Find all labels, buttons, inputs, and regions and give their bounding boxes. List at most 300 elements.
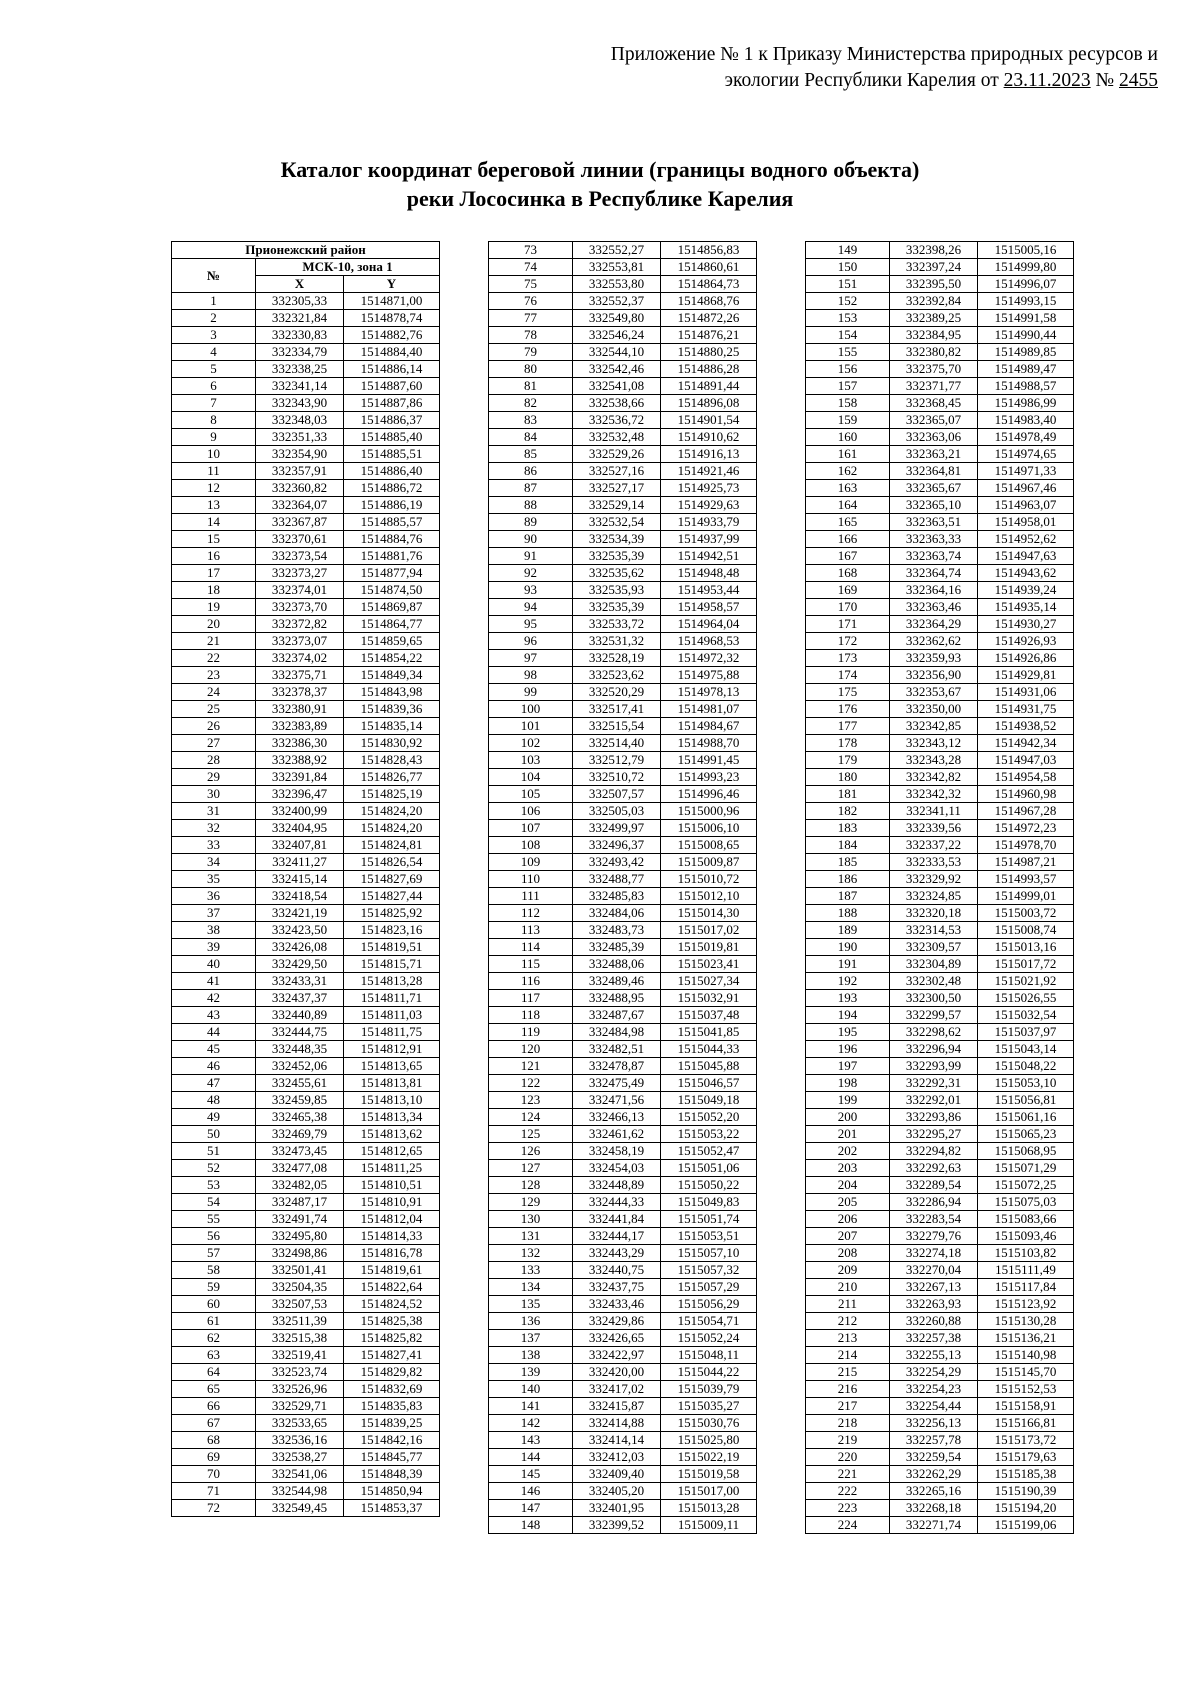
x-cell: 332499,97 [573,820,661,837]
x-cell: 332342,32 [890,786,978,803]
x-cell: 332384,95 [890,327,978,344]
x-cell: 332418,54 [256,888,344,905]
y-cell: 1515032,54 [978,1007,1074,1024]
table-row [489,1143,757,1160]
y-cell: 1515021,92 [978,973,1074,990]
point-number-cell: 199 [806,1092,890,1109]
table-row [172,939,440,956]
table-row [806,310,1074,327]
point-number-cell: 139 [489,1364,573,1381]
y-cell: 1515190,39 [978,1483,1074,1500]
y-cell: 1515046,57 [661,1075,757,1092]
x-cell: 332504,35 [256,1279,344,1296]
x-cell: 332256,13 [890,1415,978,1432]
y-cell: 1515052,47 [661,1143,757,1160]
table-row [172,293,440,310]
y-cell: 1514810,91 [344,1194,440,1211]
point-number-cell: 91 [489,548,573,565]
x-cell: 332535,93 [573,582,661,599]
y-cell: 1515051,06 [661,1160,757,1177]
table-row [172,854,440,871]
table-row [806,1024,1074,1041]
point-number-cell: 93 [489,582,573,599]
x-cell: 332541,08 [573,378,661,395]
x-cell: 332365,07 [890,412,978,429]
y-cell: 1515017,00 [661,1483,757,1500]
point-number-cell: 121 [489,1058,573,1075]
y-cell: 1514953,44 [661,582,757,599]
y-cell: 1514958,57 [661,599,757,616]
point-number-cell: 185 [806,854,890,871]
point-number-cell: 126 [489,1143,573,1160]
y-cell: 1514825,19 [344,786,440,803]
table-row [489,1347,757,1364]
point-number-cell: 73 [489,242,573,259]
point-number-cell: 94 [489,599,573,616]
table-row [489,837,757,854]
x-cell: 332299,57 [890,1007,978,1024]
table-row [489,531,757,548]
point-number-cell: 86 [489,463,573,480]
table-row [806,973,1074,990]
y-cell: 1514967,28 [978,803,1074,820]
x-cell: 332300,50 [890,990,978,1007]
y-cell: 1515044,33 [661,1041,757,1058]
x-cell: 332283,54 [890,1211,978,1228]
x-cell: 332363,74 [890,548,978,565]
x-cell: 332466,13 [573,1109,661,1126]
y-cell: 1514886,28 [661,361,757,378]
x-cell: 332409,40 [573,1466,661,1483]
point-number-cell: 127 [489,1160,573,1177]
y-cell: 1514991,45 [661,752,757,769]
table-row [489,514,757,531]
point-number-cell: 109 [489,854,573,871]
table-row [489,1330,757,1347]
y-cell: 1514819,61 [344,1262,440,1279]
table-row [806,395,1074,412]
point-number-cell: 189 [806,922,890,939]
x-cell: 332514,40 [573,735,661,752]
x-cell: 332397,24 [890,259,978,276]
table-row [806,803,1074,820]
y-cell: 1514896,08 [661,395,757,412]
point-number-cell: 61 [172,1313,256,1330]
point-number-cell: 128 [489,1177,573,1194]
table-row [489,463,757,480]
table-row [489,1109,757,1126]
point-number-cell: 165 [806,514,890,531]
point-number-cell: 161 [806,446,890,463]
y-cell: 1514826,77 [344,769,440,786]
x-cell: 332538,27 [256,1449,344,1466]
order-date: 23.11.2023 [1003,70,1091,91]
x-cell: 332289,54 [890,1177,978,1194]
y-cell: 1515022,19 [661,1449,757,1466]
y-cell: 1515023,41 [661,956,757,973]
y-cell: 1515158,91 [978,1398,1074,1415]
x-cell: 332260,88 [890,1313,978,1330]
point-number-cell: 38 [172,922,256,939]
x-cell: 332373,27 [256,565,344,582]
x-cell: 332484,06 [573,905,661,922]
title-line-1: Каталог координат береговой линии (границы водного объекта) [280,157,920,182]
point-number-cell: 159 [806,412,890,429]
x-cell: 332295,27 [890,1126,978,1143]
y-cell: 1514813,65 [344,1058,440,1075]
table-row [489,752,757,769]
y-cell: 1514886,40 [344,463,440,480]
y-cell: 1515026,55 [978,990,1074,1007]
table-row [172,1075,440,1092]
table-row [806,276,1074,293]
point-number-cell: 182 [806,803,890,820]
x-cell: 332528,19 [573,650,661,667]
x-cell: 332529,71 [256,1398,344,1415]
x-cell: 332549,45 [256,1500,344,1517]
point-number-cell: 32 [172,820,256,837]
x-cell: 332448,89 [573,1177,661,1194]
x-cell: 332484,98 [573,1024,661,1041]
point-number-cell: 138 [489,1347,573,1364]
point-number-cell: 142 [489,1415,573,1432]
y-cell: 1514996,07 [978,276,1074,293]
y-cell: 1514983,40 [978,412,1074,429]
header-line-2 [398,68,1158,94]
x-cell: 332373,07 [256,633,344,650]
point-number-cell: 100 [489,701,573,718]
order-number: 2455 [1119,70,1158,91]
point-number-cell: 96 [489,633,573,650]
point-number-cell: 4 [172,344,256,361]
table-row [172,378,440,395]
table-row [172,361,440,378]
y-cell: 1514811,71 [344,990,440,1007]
point-number-cell: 23 [172,667,256,684]
x-cell: 332429,50 [256,956,344,973]
x-cell: 332401,95 [573,1500,661,1517]
table-row [172,1177,440,1194]
x-cell: 332259,54 [890,1449,978,1466]
point-number-cell: 51 [172,1143,256,1160]
y-cell: 1514901,54 [661,412,757,429]
point-number-cell: 85 [489,446,573,463]
y-cell: 1514967,46 [978,480,1074,497]
y-cell: 1514813,34 [344,1109,440,1126]
y-cell: 1514926,86 [978,650,1074,667]
table-row [806,956,1074,973]
y-cell: 1514999,80 [978,259,1074,276]
table-row [172,548,440,565]
y-cell: 1514845,77 [344,1449,440,1466]
x-cell: 332365,67 [890,480,978,497]
table-row [806,446,1074,463]
table-row [489,990,757,1007]
point-number-cell: 129 [489,1194,573,1211]
table-row [489,1279,757,1296]
point-number-cell: 176 [806,701,890,718]
point-number-cell: 190 [806,939,890,956]
point-number-cell: 163 [806,480,890,497]
point-number-cell: 184 [806,837,890,854]
point-number-cell: 211 [806,1296,890,1313]
point-number-cell: 16 [172,548,256,565]
table-row [806,922,1074,939]
x-cell: 332544,10 [573,344,661,361]
x-cell: 332485,83 [573,888,661,905]
y-cell: 1515009,87 [661,854,757,871]
y-cell: 1514978,13 [661,684,757,701]
point-number-cell: 219 [806,1432,890,1449]
x-cell: 332370,61 [256,531,344,548]
table-row [172,752,440,769]
y-cell: 1515009,11 [661,1517,757,1534]
x-cell: 332324,85 [890,888,978,905]
x-cell: 332255,13 [890,1347,978,1364]
x-cell: 332496,37 [573,837,661,854]
y-cell: 1515006,10 [661,820,757,837]
x-cell: 332491,74 [256,1211,344,1228]
x-cell: 332254,29 [890,1364,978,1381]
table-row [806,616,1074,633]
x-cell: 332262,29 [890,1466,978,1483]
table-row [806,1160,1074,1177]
x-cell: 332415,87 [573,1398,661,1415]
y-cell: 1515037,48 [661,1007,757,1024]
table-row [489,1449,757,1466]
y-cell: 1514931,06 [978,684,1074,701]
x-cell: 332357,91 [256,463,344,480]
y-cell: 1515010,72 [661,871,757,888]
point-number-cell: 146 [489,1483,573,1500]
x-cell: 332338,25 [256,361,344,378]
y-cell: 1514816,78 [344,1245,440,1262]
table-row [489,1228,757,1245]
y-cell: 1515075,03 [978,1194,1074,1211]
table-row [806,1313,1074,1330]
y-cell: 1515123,92 [978,1296,1074,1313]
y-cell: 1514929,63 [661,497,757,514]
table-row [489,684,757,701]
y-cell: 1515152,53 [978,1381,1074,1398]
x-cell: 332337,22 [890,837,978,854]
table-row [489,871,757,888]
point-number-cell: 79 [489,344,573,361]
point-number-cell: 181 [806,786,890,803]
y-cell: 1514882,76 [344,327,440,344]
y-cell: 1514825,92 [344,905,440,922]
y-cell: 1514910,62 [661,429,757,446]
x-cell: 332407,81 [256,837,344,854]
point-number-cell: 178 [806,735,890,752]
y-cell: 1514958,01 [978,514,1074,531]
point-number-cell: 46 [172,1058,256,1075]
table-row [806,1415,1074,1432]
table-row [489,361,757,378]
x-cell: 332271,74 [890,1517,978,1534]
y-cell: 1514824,20 [344,803,440,820]
table-row [489,820,757,837]
x-cell: 332459,85 [256,1092,344,1109]
point-number-cell: 157 [806,378,890,395]
point-number-cell: 67 [172,1415,256,1432]
x-cell: 332426,65 [573,1330,661,1347]
x-cell: 332350,00 [890,701,978,718]
y-cell: 1515013,16 [978,939,1074,956]
point-number-cell: 152 [806,293,890,310]
table-row [172,1415,440,1432]
y-cell: 1514827,69 [344,871,440,888]
x-cell: 332330,83 [256,327,344,344]
table-row [489,565,757,582]
point-number-cell: 42 [172,990,256,1007]
table-row [489,1415,757,1432]
y-cell: 1514886,37 [344,412,440,429]
x-cell: 332433,31 [256,973,344,990]
point-number-cell: 87 [489,480,573,497]
y-cell: 1515012,10 [661,888,757,905]
x-cell: 332523,62 [573,667,661,684]
y-cell: 1514993,15 [978,293,1074,310]
x-cell: 332363,21 [890,446,978,463]
x-cell: 332475,49 [573,1075,661,1092]
table-row [172,446,440,463]
point-number-cell: 208 [806,1245,890,1262]
y-cell: 1515103,82 [978,1245,1074,1262]
x-cell: 332485,39 [573,939,661,956]
x-cell: 332411,27 [256,854,344,871]
y-cell: 1515053,10 [978,1075,1074,1092]
x-cell: 332519,41 [256,1347,344,1364]
x-cell: 332535,39 [573,599,661,616]
point-number-cell: 223 [806,1500,890,1517]
point-number-cell: 30 [172,786,256,803]
point-number-cell: 134 [489,1279,573,1296]
x-cell: 332454,03 [573,1160,661,1177]
table-row [489,1500,757,1517]
x-cell: 332279,76 [890,1228,978,1245]
x-cell: 332520,29 [573,684,661,701]
point-number-cell: 186 [806,871,890,888]
x-cell: 332440,75 [573,1262,661,1279]
y-cell: 1514960,98 [978,786,1074,803]
table-row [172,1041,440,1058]
table-row [806,378,1074,395]
y-cell: 1514868,76 [661,293,757,310]
x-cell: 332363,06 [890,429,978,446]
point-number-cell: 158 [806,395,890,412]
table-row [806,735,1074,752]
y-cell: 1515050,22 [661,1177,757,1194]
y-cell: 1514948,48 [661,565,757,582]
table-row [172,956,440,973]
y-cell: 1515025,80 [661,1432,757,1449]
y-cell: 1514850,94 [344,1483,440,1500]
x-cell: 332354,90 [256,446,344,463]
point-number-cell: 148 [489,1517,573,1534]
point-number-cell: 59 [172,1279,256,1296]
y-cell: 1514885,51 [344,446,440,463]
y-cell: 1515179,63 [978,1449,1074,1466]
y-cell: 1514830,92 [344,735,440,752]
x-cell: 332433,46 [573,1296,661,1313]
y-cell: 1514984,67 [661,718,757,735]
y-cell: 1515014,30 [661,905,757,922]
table-row [806,1466,1074,1483]
coordinates-table-1 [171,241,440,1517]
table-row [172,803,440,820]
point-number-cell: 53 [172,1177,256,1194]
point-number-cell: 97 [489,650,573,667]
y-cell: 1514843,98 [344,684,440,701]
table-row [172,1126,440,1143]
point-number-cell: 102 [489,735,573,752]
x-cell: 332471,56 [573,1092,661,1109]
x-cell: 332535,39 [573,548,661,565]
point-number-cell: 65 [172,1381,256,1398]
x-cell: 332488,06 [573,956,661,973]
y-cell: 1514822,64 [344,1279,440,1296]
x-cell: 332389,25 [890,310,978,327]
x-cell: 332415,14 [256,871,344,888]
point-number-cell: 98 [489,667,573,684]
point-number-cell: 3 [172,327,256,344]
coordinates-table-3 [805,241,1074,1534]
table-row [172,582,440,599]
point-number-cell: 140 [489,1381,573,1398]
x-cell: 332532,54 [573,514,661,531]
y-cell: 1515048,11 [661,1347,757,1364]
table-row [806,990,1074,1007]
point-number-cell: 132 [489,1245,573,1262]
point-number-cell: 200 [806,1109,890,1126]
y-cell: 1514812,04 [344,1211,440,1228]
table-row [172,633,440,650]
x-cell: 332341,11 [890,803,978,820]
point-number-cell: 76 [489,293,573,310]
y-cell: 1514842,16 [344,1432,440,1449]
table-row [172,888,440,905]
x-cell: 332395,50 [890,276,978,293]
point-number-cell: 113 [489,922,573,939]
document-title [0,155,1200,213]
table-row [806,1245,1074,1262]
x-cell: 332444,33 [573,1194,661,1211]
table-row [806,565,1074,582]
point-number-cell: 216 [806,1381,890,1398]
x-cell: 332360,82 [256,480,344,497]
point-number-cell: 21 [172,633,256,650]
x-cell: 332363,33 [890,531,978,548]
x-cell: 332532,48 [573,429,661,446]
table-row [489,429,757,446]
y-cell: 1514813,28 [344,973,440,990]
y-cell: 1514978,70 [978,837,1074,854]
y-cell: 1515019,58 [661,1466,757,1483]
x-cell: 332465,38 [256,1109,344,1126]
table-row [172,1313,440,1330]
table-row [806,514,1074,531]
table-row [172,1432,440,1449]
table-row [489,412,757,429]
table-row [489,480,757,497]
x-cell: 332510,72 [573,769,661,786]
x-cell: 332265,16 [890,1483,978,1500]
x-cell: 332342,85 [890,718,978,735]
y-cell: 1514829,82 [344,1364,440,1381]
x-cell: 332452,06 [256,1058,344,1075]
point-number-cell: 14 [172,514,256,531]
